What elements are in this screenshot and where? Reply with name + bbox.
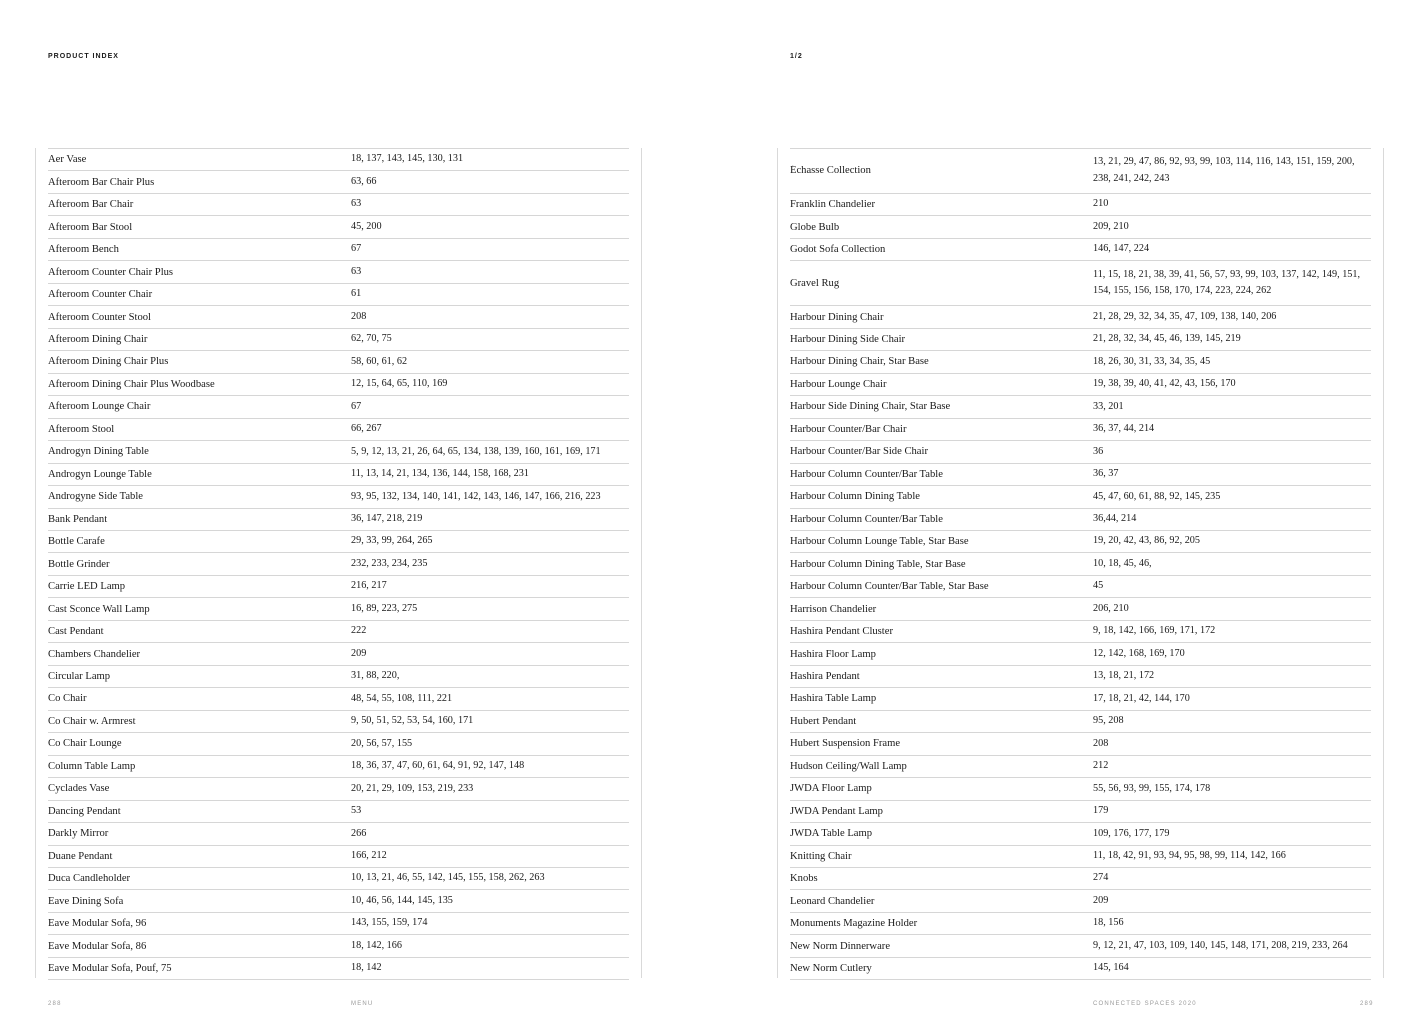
index-row — [790, 261, 1371, 306]
index-row — [790, 464, 1371, 486]
product-name: Eave Dining Sofa — [48, 895, 124, 907]
page-references: 13, 18, 21, 172 — [1093, 670, 1155, 682]
page-references: 16, 89, 223, 275 — [351, 602, 418, 614]
index-row — [48, 419, 629, 441]
page-references: 67 — [351, 400, 362, 412]
index-row — [790, 621, 1371, 643]
product-name: Afteroom Stool — [48, 423, 115, 435]
page-references: 63, 66 — [351, 175, 377, 187]
product-name: Harbour Side Dining Chair, Star Base — [790, 401, 951, 413]
product-name: Hashira Pendant Cluster — [790, 626, 893, 638]
product-name: Afteroom Dining Chair Plus — [48, 356, 169, 368]
footer-publication-label: CONNECTED SPACES 2020 — [1093, 1001, 1197, 1007]
page-references: 209 — [351, 647, 367, 659]
page-references: 21, 28, 32, 34, 45, 46, 139, 145, 219 — [1093, 333, 1241, 345]
page-references: 12, 142, 168, 169, 170 — [1093, 647, 1185, 659]
page-references: 18, 156 — [1093, 917, 1124, 929]
index-row — [790, 306, 1371, 328]
index-row — [48, 958, 629, 980]
page-references: 266 — [351, 827, 367, 839]
index-row — [790, 778, 1371, 800]
product-name: Afteroom Counter Chair — [48, 289, 153, 301]
product-name: Dancing Pendant — [48, 805, 121, 817]
index-row — [48, 553, 629, 575]
product-name: Harbour Dining Chair, Star Base — [790, 356, 929, 368]
product-name: Hubert Suspension Frame — [790, 738, 901, 750]
page-references: 11, 13, 14, 21, 134, 136, 144, 158, 168, 231 — [351, 468, 529, 480]
index-row — [790, 194, 1371, 216]
product-name: Androgyn Lounge Table — [48, 468, 152, 480]
product-name: Bottle Carafe — [48, 536, 105, 548]
index-row — [48, 464, 629, 486]
product-name: Chambers Chandelier — [48, 648, 141, 660]
page-references: 274 — [1093, 872, 1109, 884]
page-references: 18, 36, 37, 47, 60, 61, 64, 91, 92, 147, 148 — [351, 760, 525, 772]
index-row — [790, 666, 1371, 688]
index-row — [790, 239, 1371, 261]
page-references: 62, 70, 75 — [351, 333, 392, 345]
product-name: Knitting Chair — [790, 850, 852, 862]
page-references: 66, 267 — [351, 423, 382, 435]
product-name: Column Table Lamp — [48, 760, 136, 772]
right-page-rule-right — [1383, 148, 1384, 978]
index-row — [790, 846, 1371, 868]
index-row — [790, 149, 1371, 194]
index-row — [48, 868, 629, 890]
page-references: 10, 46, 56, 144, 145, 135 — [351, 894, 453, 906]
index-row — [790, 643, 1371, 665]
product-name: Afteroom Counter Chair Plus — [48, 266, 174, 278]
product-name: Co Chair w. Armrest — [48, 715, 136, 727]
product-name: Cast Sconce Wall Lamp — [48, 603, 150, 615]
index-row — [790, 396, 1371, 418]
product-name: Co Chair — [48, 693, 87, 705]
page-references: 53 — [351, 805, 362, 817]
page-references: 206, 210 — [1093, 602, 1129, 614]
product-name: Monuments Magazine Holder — [790, 918, 918, 930]
index-row — [48, 711, 629, 733]
page-references: 18, 26, 30, 31, 33, 34, 35, 45 — [1093, 355, 1211, 367]
index-row — [790, 531, 1371, 553]
page-references: 145, 164 — [1093, 962, 1129, 974]
page-references: 210 — [1093, 198, 1109, 210]
page-references: 21, 28, 29, 32, 34, 35, 47, 109, 138, 140, 206 — [1093, 310, 1277, 322]
page-header-number: 1/2 — [790, 53, 803, 60]
product-name: Afteroom Lounge Chair — [48, 401, 151, 413]
index-row — [790, 823, 1371, 845]
index-row — [48, 441, 629, 463]
page-references: 33, 201 — [1093, 400, 1124, 412]
page-references: 208 — [351, 310, 367, 322]
product-name: Knobs — [790, 873, 818, 885]
index-row — [48, 486, 629, 508]
page-references: 216, 217 — [351, 580, 387, 592]
left-product-index — [48, 148, 629, 980]
index-row — [48, 216, 629, 238]
page-references: 9, 18, 142, 166, 169, 171, 172 — [1093, 625, 1216, 637]
page-references: 143, 155, 159, 174 — [351, 917, 428, 929]
page-references: 55, 56, 93, 99, 155, 174, 178 — [1093, 782, 1211, 794]
product-name: Harbour Column Lounge Table, Star Base — [790, 536, 969, 548]
page-references: 45, 47, 60, 61, 88, 92, 145, 235 — [1093, 490, 1221, 502]
index-row — [48, 576, 629, 598]
product-name: Globe Bulb — [790, 221, 840, 233]
page-references: 146, 147, 224 — [1093, 243, 1150, 255]
page-references: 232, 233, 234, 235 — [351, 557, 428, 569]
page-references: 36, 147, 218, 219 — [351, 512, 423, 524]
product-name: Afteroom Bar Chair — [48, 199, 134, 211]
page-references: 10, 13, 21, 46, 55, 142, 145, 155, 158, 262, 263 — [351, 872, 545, 884]
index-row — [48, 935, 629, 957]
product-name: Eave Modular Sofa, 96 — [48, 918, 147, 930]
index-row — [790, 890, 1371, 912]
index-row — [48, 778, 629, 800]
index-row — [790, 935, 1371, 957]
product-name: New Norm Cutlery — [790, 963, 872, 975]
product-name: Harbour Column Counter/Bar Table, Star Base — [790, 581, 989, 593]
product-name: Gravel Rug — [790, 277, 840, 289]
product-name: JWDA Floor Lamp — [790, 783, 872, 795]
index-row — [48, 801, 629, 823]
product-name: Harbour Lounge Chair — [790, 378, 887, 390]
page-references: 9, 12, 21, 47, 103, 109, 140, 145, 148, 171, 208, 219, 233, 264 — [1093, 939, 1348, 951]
page-references: 17, 18, 21, 42, 144, 170 — [1093, 692, 1190, 704]
index-row — [790, 576, 1371, 598]
right-page-rule-left — [777, 148, 778, 978]
product-name: Harbour Dining Chair — [790, 311, 884, 323]
index-row — [48, 329, 629, 351]
index-row — [48, 621, 629, 643]
page-references: 212 — [1093, 760, 1109, 772]
index-row — [790, 329, 1371, 351]
product-name: Bank Pendant — [48, 513, 108, 525]
page-references: 208 — [1093, 737, 1109, 749]
page-references: 18, 142, 166 — [351, 939, 402, 951]
page-references: 11, 15, 18, 21, 38, 39, 41, 56, 57, 93, 99, 103, 137, 142, 149, 151, 154, 155, 156, 158, 170, 174, 223, 224, 262 — [1093, 268, 1361, 297]
product-name: Hubert Pendant — [790, 715, 857, 727]
index-row — [790, 419, 1371, 441]
product-name: Cyclades Vase — [48, 783, 110, 795]
page-references: 209 — [1093, 894, 1109, 906]
index-row — [790, 441, 1371, 463]
page-references: 18, 142 — [351, 962, 382, 974]
product-name: Godot Sofa Collection — [790, 244, 886, 256]
index-row — [48, 823, 629, 845]
page-references: 93, 95, 132, 134, 140, 141, 142, 143, 146, 147, 166, 216, 223 — [351, 490, 601, 502]
index-row — [48, 149, 629, 171]
product-name: Bottle Grinder — [48, 558, 110, 570]
product-name: Harrison Chandelier — [790, 603, 877, 615]
index-row — [48, 284, 629, 306]
product-name: Aer Vase — [48, 154, 87, 166]
index-row — [790, 801, 1371, 823]
product-name: Harbour Column Dining Table, Star Base — [790, 558, 966, 570]
index-row — [790, 733, 1371, 755]
product-name: Hashira Floor Lamp — [790, 648, 876, 660]
page-references: 36, 37 — [1093, 468, 1119, 480]
product-name: New Norm Dinnerware — [790, 940, 891, 952]
page-references: 12, 15, 64, 65, 110, 169 — [351, 378, 448, 390]
right-product-index — [790, 148, 1371, 980]
product-name: Leonard Chandelier — [790, 895, 875, 907]
product-name: Afteroom Bar Chair Plus — [48, 176, 155, 188]
product-name: Hashira Table Lamp — [790, 693, 877, 705]
product-name: Harbour Counter/Bar Side Chair — [790, 446, 928, 458]
index-row — [790, 351, 1371, 373]
product-name: Darkly Mirror — [48, 828, 109, 840]
page-references: 209, 210 — [1093, 220, 1129, 232]
page-references: 36, 37, 44, 214 — [1093, 423, 1155, 435]
page-references: 29, 33, 99, 264, 265 — [351, 535, 433, 547]
index-row — [790, 509, 1371, 531]
product-name: Androgyn Dining Table — [48, 446, 149, 458]
page-references: 36,44, 214 — [1093, 512, 1137, 524]
page-references: 13, 21, 29, 47, 86, 92, 93, 99, 103, 114, 116, 143, 151, 159, 200, 238, 241, 242, 243 — [1093, 156, 1355, 184]
product-name: Harbour Counter/Bar Chair — [790, 423, 907, 435]
page-references: 19, 38, 39, 40, 41, 42, 43, 156, 170 — [1093, 378, 1236, 390]
page-references: 9, 50, 51, 52, 53, 54, 160, 171 — [351, 715, 474, 727]
product-name: Franklin Chandelier — [790, 199, 876, 211]
product-name: Eave Modular Sofa, Pouf, 75 — [48, 963, 172, 975]
index-row — [790, 374, 1371, 396]
page-references: 63 — [351, 198, 362, 210]
page-references: 18, 137, 143, 145, 130, 131 — [351, 153, 464, 165]
page-references: 20, 21, 29, 109, 153, 219, 233 — [351, 782, 474, 794]
footer-left-page-number: 288 — [48, 1001, 62, 1007]
product-name: Hashira Pendant — [790, 671, 860, 683]
index-row — [48, 756, 629, 778]
page-references: 63 — [351, 265, 362, 277]
page-references: 58, 60, 61, 62 — [351, 355, 408, 367]
page-references: 5, 9, 12, 13, 21, 26, 64, 65, 134, 138, 139, 160, 161, 169, 171 — [351, 445, 601, 457]
page-references: 48, 54, 55, 108, 111, 221 — [351, 692, 453, 704]
index-row — [790, 913, 1371, 935]
page-references: 179 — [1093, 805, 1109, 817]
product-name: Afteroom Counter Stool — [48, 311, 151, 323]
index-row — [48, 531, 629, 553]
index-row — [790, 216, 1371, 238]
index-row — [48, 194, 629, 216]
index-row — [48, 733, 629, 755]
index-row — [790, 688, 1371, 710]
index-row — [48, 688, 629, 710]
page-references: 19, 20, 42, 43, 86, 92, 205 — [1093, 535, 1200, 547]
product-name: Harbour Column Dining Table — [790, 491, 920, 503]
product-name: Duca Candleholder — [48, 873, 131, 885]
index-row — [48, 643, 629, 665]
page-references: 166, 212 — [351, 850, 387, 862]
page-references: 31, 88, 220, — [351, 670, 400, 682]
index-row — [790, 868, 1371, 890]
product-name: Androgyne Side Table — [48, 491, 143, 503]
index-row — [48, 239, 629, 261]
product-name: Échasse Collection — [790, 165, 871, 177]
page-references: 222 — [351, 625, 367, 637]
index-row — [790, 486, 1371, 508]
product-name: JWDA Table Lamp — [790, 828, 873, 840]
product-name: Carrie LED Lamp — [48, 581, 126, 593]
product-name: Afteroom Bar Stool — [48, 221, 133, 233]
footer-right-page-number: 289 — [1360, 1001, 1374, 1007]
index-row — [48, 171, 629, 193]
left-page-rule-left — [35, 148, 36, 978]
index-row — [790, 553, 1371, 575]
page-references: 11, 18, 42, 91, 93, 94, 95, 98, 99, 114, 142, 166 — [1093, 850, 1286, 862]
index-row — [48, 396, 629, 418]
product-name: Harbour Column Counter/Bar Table — [790, 513, 943, 525]
index-row — [48, 261, 629, 283]
page-references: 20, 56, 57, 155 — [351, 737, 413, 749]
left-page-rule-right — [641, 148, 642, 978]
product-name: JWDA Pendant Lamp — [790, 805, 883, 817]
product-name: Afteroom Dining Chair — [48, 333, 148, 345]
product-name: Circular Lamp — [48, 671, 111, 683]
product-name: Eave Modular Sofa, 86 — [48, 940, 147, 952]
page-references: 36 — [1093, 445, 1104, 457]
index-row — [48, 351, 629, 373]
page-references: 45, 200 — [351, 220, 382, 232]
product-name: Cast Pendant — [48, 626, 104, 638]
page-references: 95, 208 — [1093, 715, 1124, 727]
index-row — [48, 846, 629, 868]
product-name: Co Chair Lounge — [48, 738, 122, 750]
page-references: 45 — [1093, 580, 1104, 592]
product-name: Harbour Dining Side Chair — [790, 333, 906, 345]
page-references: 10, 18, 45, 46, — [1093, 557, 1152, 569]
product-name: Afteroom Dining Chair Plus Woodbase — [48, 378, 215, 390]
index-row — [48, 890, 629, 912]
index-row — [48, 509, 629, 531]
index-row — [48, 374, 629, 396]
index-row — [790, 756, 1371, 778]
index-row — [790, 598, 1371, 620]
product-name: Hudson Ceiling/Wall Lamp — [790, 760, 907, 772]
index-row — [48, 306, 629, 328]
product-name: Duane Pendant — [48, 850, 113, 862]
product-name: Afteroom Bench — [48, 244, 119, 256]
footer-menu-label: MENU — [351, 1001, 374, 1007]
index-row — [790, 958, 1371, 980]
page-references: 61 — [351, 288, 362, 300]
product-name: Harbour Column Counter/Bar Table — [790, 468, 943, 480]
page-references: 67 — [351, 243, 362, 255]
index-row — [48, 913, 629, 935]
index-row — [48, 598, 629, 620]
page-references: 109, 176, 177, 179 — [1093, 827, 1170, 839]
index-row — [48, 666, 629, 688]
index-row — [790, 711, 1371, 733]
page-header-title: PRODUCT INDEX — [48, 53, 119, 60]
